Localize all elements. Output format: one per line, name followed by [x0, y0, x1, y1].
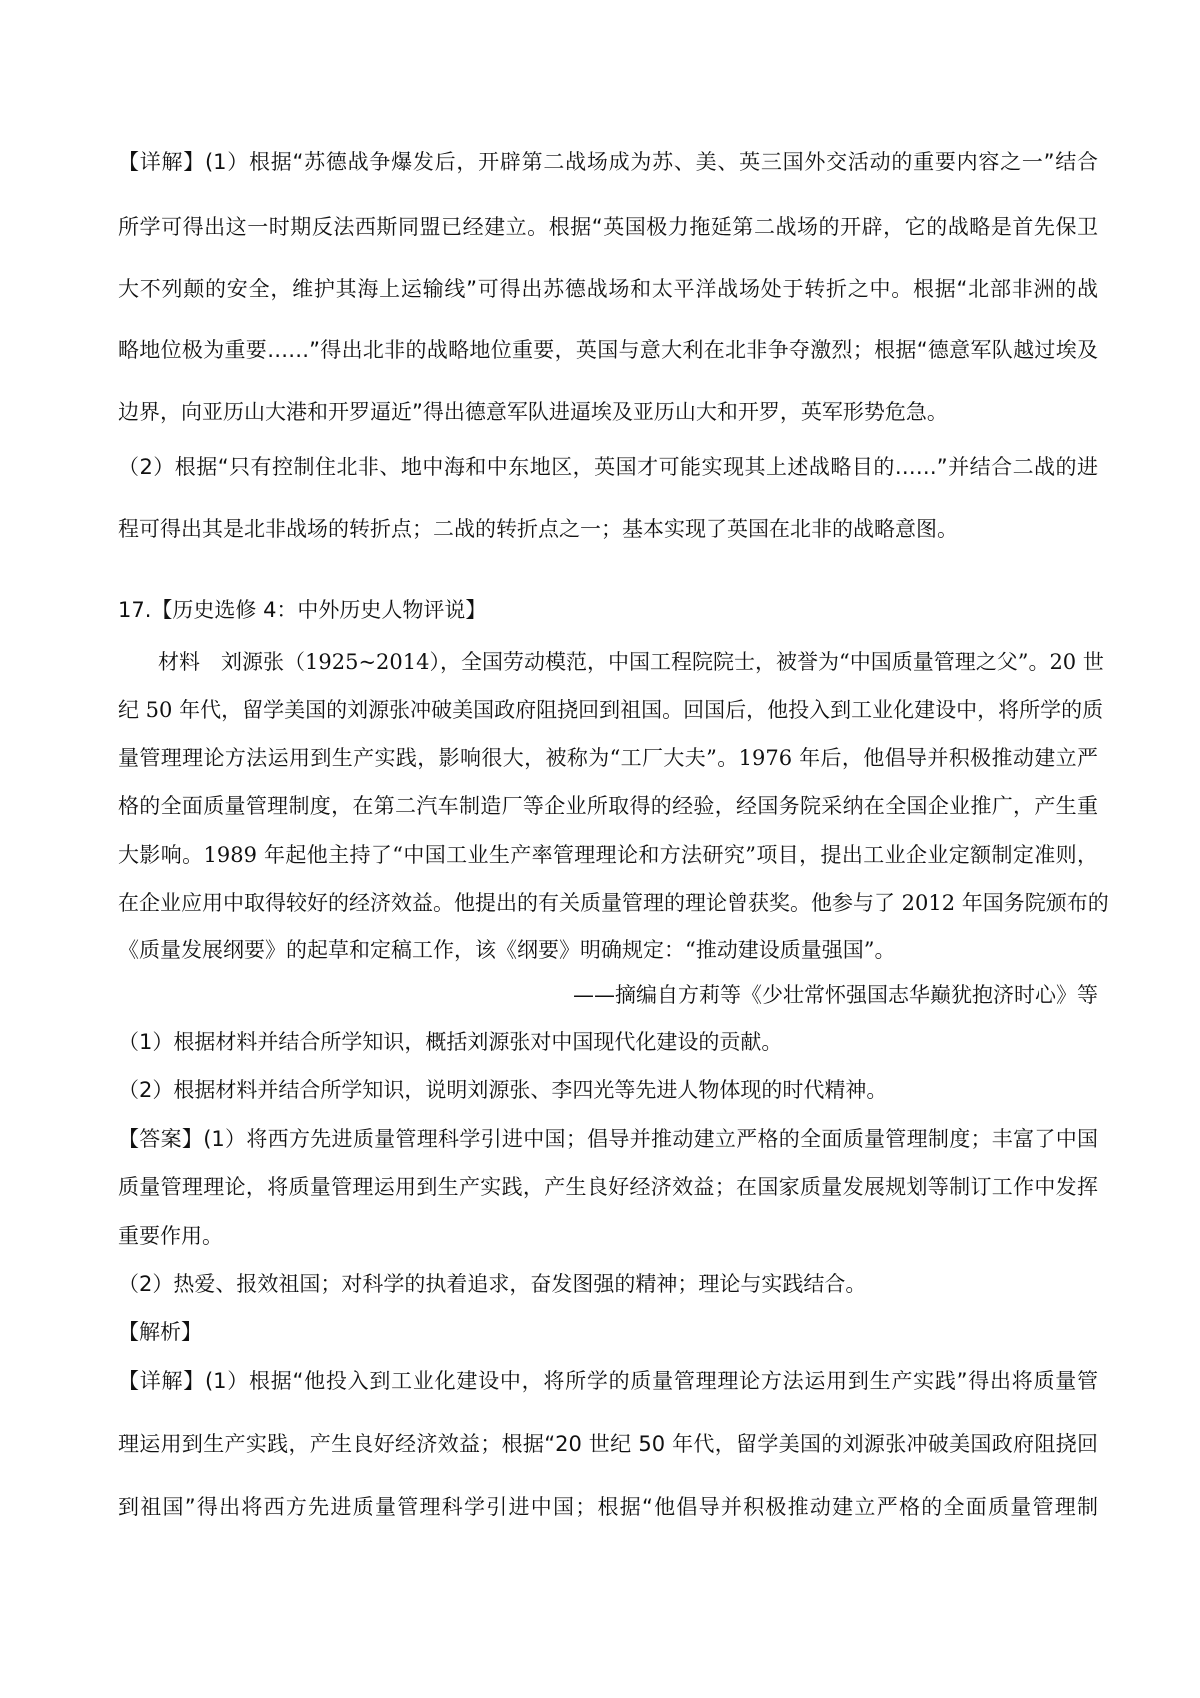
detail-line-3: 大不列颠的安全，维护其海上运输线”可得出苏德战场和太平洋战场处于转折之中。根据“北部非洲的战 [118, 277, 1098, 301]
answer-line-3: 重要作用。 [118, 1224, 223, 1248]
detail17-line-1: 【详解】(1）根据“他投入到工业化建设中，将所学的质量管理理论方法运用到生产实践”得出将质量管 [118, 1369, 1098, 1393]
detail17-line-2: 理运用到生产实践，产生良好经济效益；根据“20 世纪 50 年代，留学美国的刘源张冲破美国政府阻挠回 [118, 1432, 1098, 1456]
material-line-6: 在企业应用中取得较好的经济效益。他提出的有关质量管理的理论曾获奖。他参与了 2012 年国务院颁布的 [118, 891, 1109, 915]
detail-line-4: 略地位极为重要……”得出北非的战略地位重要，英国与意大利在北非争夺激烈；根据“德意军队越过埃及 [118, 338, 1098, 362]
material-line-3: 量管理理论方法运用到生产实践，影响很大，被称为“工厂大夫”。1976 年后，他倡导并积极推动建立严 [118, 746, 1098, 770]
detail2-line-1: （2）根据“只有控制住北非、地中海和中东地区，英国才可能实现其上述战略目的……”并结合二战的进 [118, 455, 1098, 479]
analysis-label: 【解析】 [118, 1320, 202, 1344]
answer-line-1: 【答案】(1）将西方先进质量管理科学引进中国；倡导并推动建立严格的全面质量管理制度；丰富了中国 [118, 1127, 1098, 1151]
question-17-title: 17.【历史选修 4：中外历史人物评说】 [118, 598, 487, 622]
question-17-part-2: （2）根据材料并结合所学知识，说明刘源张、李四光等先进人物体现的时代精神。 [118, 1078, 888, 1102]
answer-line-2: 质量管理理论，将质量管理运用到生产实践，产生良好经济效益；在国家质量发展规划等制订工作中发挥 [118, 1175, 1098, 1199]
detail2-line-2: 程可得出其是北非战场的转折点；二战的转折点之一；基本实现了英国在北非的战略意图。 [118, 517, 958, 541]
material-line-5: 大影响。1989 年起他主持了“中国工业生产率管理理论和方法研究”项目，提出工业企业定额制定准则， [118, 843, 1098, 867]
detail-line-1: 【详解】(1）根据“苏德战争爆发后，开辟第二战场成为苏、美、英三国外交活动的重要内容之一”结合 [118, 150, 1098, 174]
material-line-7: 《质量发展纲要》的起草和定稿工作，该《纲要》明确规定：“推动建设质量强国”。 [118, 938, 896, 962]
detail-line-5: 边界，向亚历山大港和开罗逼近”得出德意军队进逼埃及亚历山大和开罗，英军形势危急。 [118, 400, 948, 424]
detail-line-2: 所学可得出这一时期反法西斯同盟已经建立。根据“英国极力拖延第二战场的开辟，它的战略是首先保卫 [118, 215, 1098, 239]
material-line-2: 纪 50 年代，留学美国的刘源张冲破美国政府阻挠回到祖国。回国后，他投入到工业化建设中，将所学的质 [118, 698, 1104, 722]
question-17-part-1: （1）根据材料并结合所学知识，概括刘源张对中国现代化建设的贡献。 [118, 1030, 783, 1054]
material-line-1: 材料 刘源张（1925~2014），全国劳动模范，中国工程院院士，被誉为“中国质量管理之父”。20 世 [158, 650, 1104, 674]
material-source: ——摘编自方莉等《少壮常怀强国志华巅犹抱济时心》等 [573, 983, 1098, 1007]
answer-part-2: （2）热爱、报效祖国；对科学的执着追求，奋发图强的精神；理论与实践结合。 [118, 1272, 867, 1296]
detail17-line-3: 到祖国”得出将西方先进质量管理科学引进中国；根据“他倡导并积极推动建立严格的全面质量管理制 [118, 1495, 1098, 1519]
material-line-4: 格的全面质量管理制度，在第二汽车制造厂等企业所取得的经验，经国务院采纳在全国企业推广，产生重 [118, 794, 1098, 818]
